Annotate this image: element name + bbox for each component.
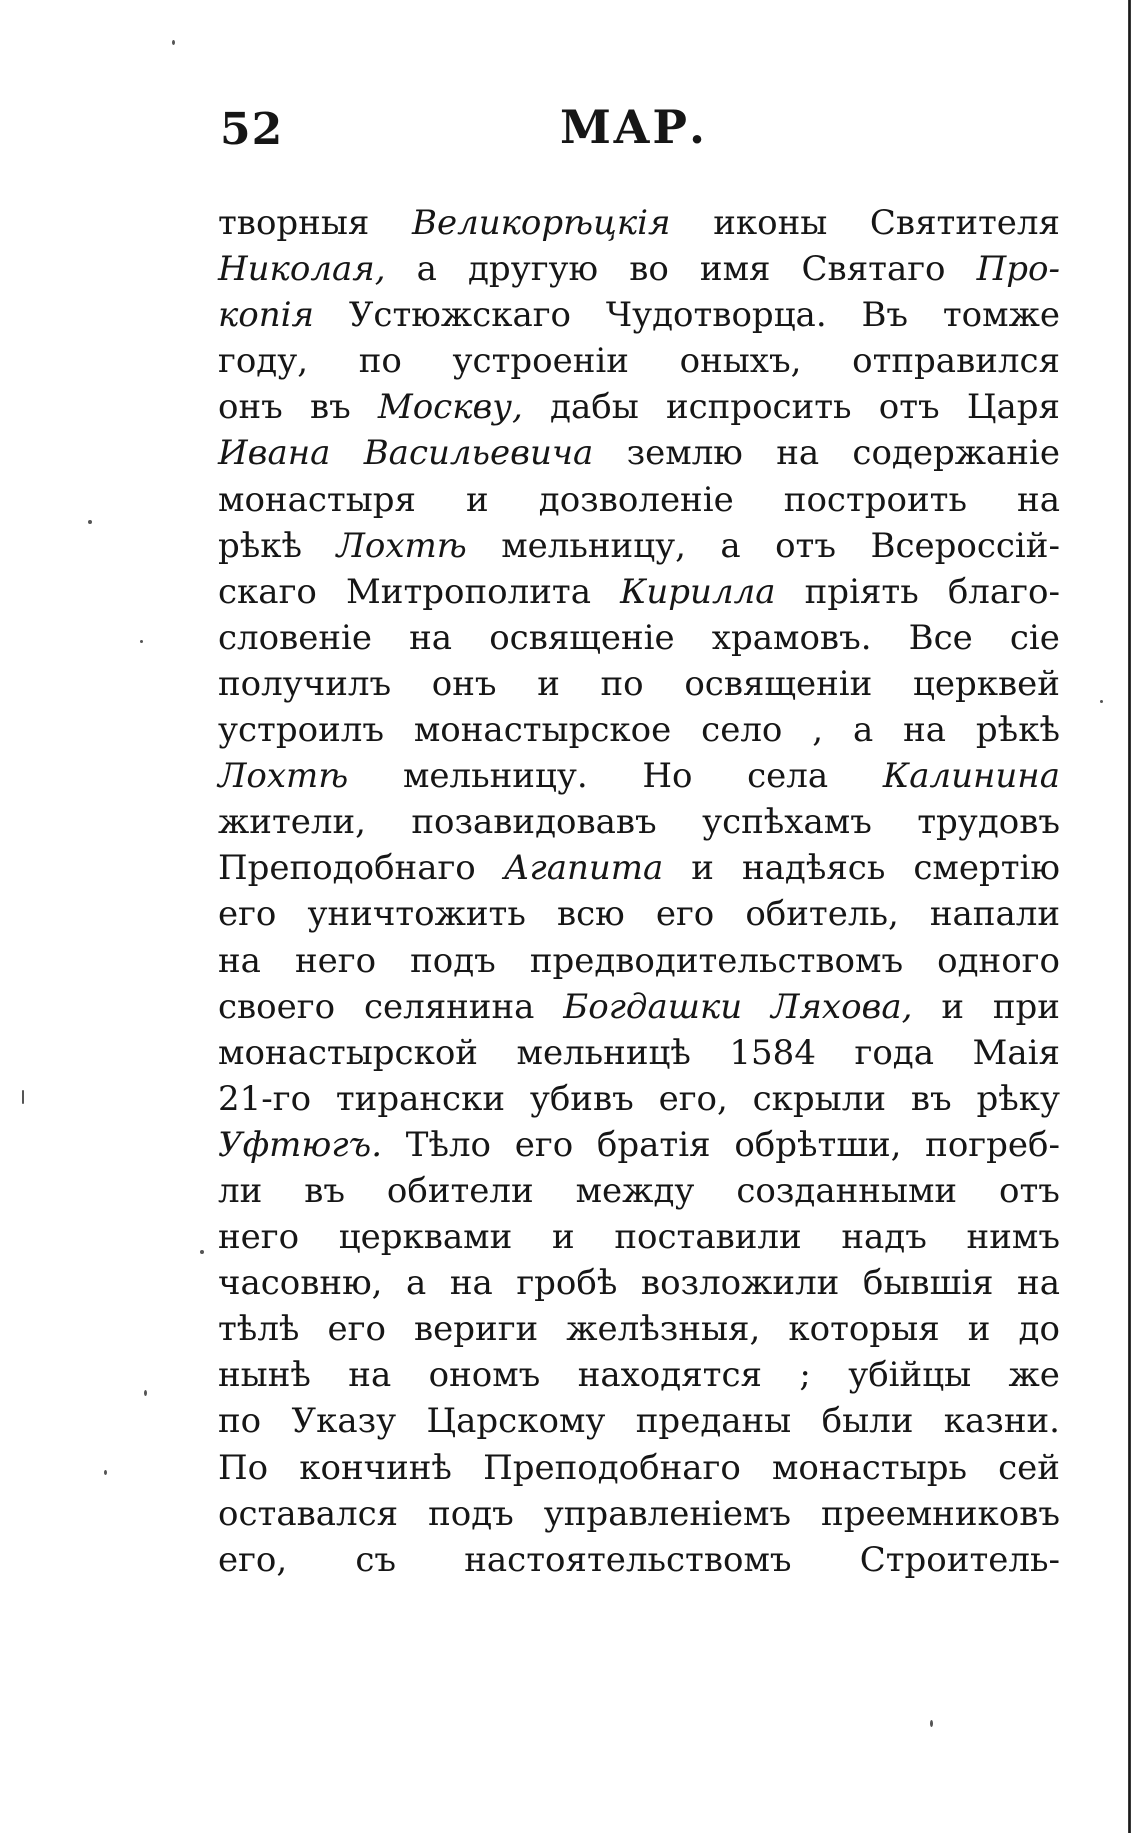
word: оныхъ, bbox=[679, 341, 802, 382]
scan-speck bbox=[172, 40, 175, 45]
word: Всероссій- bbox=[870, 525, 1060, 566]
word: села bbox=[747, 756, 829, 797]
text-line bbox=[218, 430, 1060, 476]
scan-speck bbox=[22, 1090, 24, 1104]
text-line bbox=[218, 891, 1060, 937]
word: словеніе bbox=[218, 617, 373, 658]
text-line bbox=[218, 1260, 1060, 1306]
word: бывшія bbox=[862, 1263, 994, 1304]
word: уничтожить bbox=[307, 894, 526, 935]
body-text bbox=[218, 200, 1060, 1583]
word: въ bbox=[910, 1078, 952, 1119]
text-line bbox=[218, 1398, 1060, 1444]
word: своего bbox=[218, 986, 336, 1027]
text-line bbox=[218, 292, 1060, 338]
word: его, bbox=[218, 1539, 288, 1580]
word: Преподобнаго bbox=[483, 1447, 741, 1488]
text-line bbox=[218, 1076, 1060, 1122]
word: были bbox=[821, 1401, 914, 1442]
word: Чудотворца. bbox=[605, 295, 827, 336]
word: подъ bbox=[410, 940, 496, 981]
word: дозволеніе bbox=[538, 479, 734, 520]
text-line bbox=[218, 707, 1060, 753]
word: скаго bbox=[218, 571, 317, 612]
text-line bbox=[218, 1306, 1060, 1352]
word: отправился bbox=[852, 341, 1060, 382]
word: село bbox=[701, 710, 783, 751]
word: между bbox=[575, 1170, 695, 1211]
word: ли bbox=[218, 1170, 263, 1211]
word: нынѣ bbox=[218, 1355, 311, 1396]
word: Святаго bbox=[801, 249, 946, 290]
word: по bbox=[358, 341, 402, 382]
word: Лохтѣ bbox=[218, 756, 349, 797]
word: По bbox=[218, 1447, 269, 1488]
word: землю bbox=[626, 433, 743, 474]
word: поставили bbox=[614, 1217, 802, 1258]
text-line bbox=[218, 845, 1060, 891]
word: на bbox=[1017, 1263, 1060, 1304]
word: и bbox=[537, 663, 560, 704]
word: трудовъ bbox=[917, 802, 1060, 843]
word: созданными bbox=[736, 1170, 958, 1211]
word: его bbox=[218, 894, 277, 935]
word: Ляхова, bbox=[771, 986, 913, 1027]
word: рѣкѣ bbox=[218, 525, 303, 566]
text-line bbox=[218, 477, 1060, 523]
word: всю bbox=[556, 894, 625, 935]
word: Агапита bbox=[503, 848, 664, 889]
scan-speck bbox=[930, 1720, 933, 1727]
word: мельницѣ bbox=[516, 1032, 691, 1073]
word: Строитель- bbox=[859, 1539, 1060, 1580]
word: ономъ bbox=[428, 1355, 541, 1396]
word: имя bbox=[699, 249, 771, 290]
text-line bbox=[218, 1030, 1060, 1076]
word: тирански bbox=[335, 1078, 505, 1119]
word: на bbox=[776, 433, 820, 474]
word: году, bbox=[218, 341, 309, 382]
word: и bbox=[691, 848, 714, 889]
word: смертію bbox=[913, 848, 1060, 889]
word: Николая, bbox=[218, 249, 386, 290]
word: него bbox=[218, 1217, 300, 1258]
word: монастырской bbox=[218, 1032, 478, 1073]
word: надѣясь bbox=[741, 848, 886, 889]
word: въ bbox=[309, 387, 351, 428]
word: творныя bbox=[218, 203, 370, 243]
text-line bbox=[218, 1537, 1060, 1583]
word: Васильевича bbox=[363, 433, 594, 474]
word: и bbox=[466, 479, 489, 520]
word: возложили bbox=[640, 1263, 840, 1304]
word: Москву, bbox=[377, 387, 523, 428]
word: устроеніи bbox=[452, 341, 629, 382]
word: на bbox=[903, 710, 947, 751]
word: позавидовавъ bbox=[411, 802, 657, 843]
word: Указу bbox=[291, 1401, 397, 1442]
word: Кирилла bbox=[620, 571, 776, 612]
text-line bbox=[218, 1214, 1060, 1260]
word: надъ bbox=[841, 1217, 927, 1258]
text-line bbox=[218, 200, 1060, 246]
word: на bbox=[1017, 479, 1060, 520]
word: убійцы bbox=[848, 1355, 972, 1396]
page-number: 52 bbox=[220, 104, 284, 155]
word: жители, bbox=[218, 802, 366, 843]
word: отъ bbox=[775, 525, 836, 566]
text-line bbox=[218, 569, 1060, 615]
word: Про- bbox=[976, 249, 1060, 290]
text-line bbox=[218, 661, 1060, 707]
text-line bbox=[218, 1122, 1060, 1168]
word: нимъ bbox=[966, 1217, 1060, 1258]
word: его bbox=[655, 894, 715, 935]
word: Царя bbox=[966, 387, 1060, 428]
scan-speck bbox=[144, 1390, 147, 1396]
word: Маія bbox=[972, 1032, 1060, 1073]
text-line bbox=[218, 246, 1060, 292]
word: часовню, bbox=[218, 1263, 383, 1304]
running-head: МАР. bbox=[560, 100, 707, 154]
word: Преподобнаго bbox=[218, 848, 476, 889]
word: на bbox=[409, 617, 453, 658]
word: его bbox=[514, 1124, 574, 1165]
text-line bbox=[218, 338, 1060, 384]
word: церквами bbox=[338, 1217, 513, 1258]
word: сей bbox=[998, 1447, 1060, 1488]
word: на bbox=[218, 940, 261, 981]
scan-speck bbox=[104, 1470, 107, 1475]
word: на bbox=[348, 1355, 392, 1396]
scan-speck bbox=[1100, 700, 1103, 703]
word: 1584 bbox=[729, 1032, 816, 1073]
word: Митрополита bbox=[345, 571, 591, 612]
word: ; bbox=[799, 1355, 811, 1396]
word: тѣлѣ bbox=[218, 1309, 300, 1350]
word: монастырь bbox=[771, 1447, 967, 1488]
word: отъ bbox=[878, 387, 940, 428]
word: Уфтюгъ. bbox=[218, 1124, 383, 1165]
word: его, bbox=[658, 1078, 728, 1119]
word: казни. bbox=[943, 1401, 1060, 1442]
word: устроилъ bbox=[218, 710, 384, 751]
scan-speck bbox=[88, 520, 92, 524]
word: находятся bbox=[577, 1355, 762, 1396]
word: преемниковъ bbox=[821, 1493, 1060, 1534]
word: , bbox=[812, 710, 824, 751]
word: до bbox=[1018, 1309, 1060, 1350]
word: онъ bbox=[431, 663, 497, 704]
text-line bbox=[218, 799, 1060, 845]
word: предводительствомъ bbox=[529, 940, 904, 981]
word: одного bbox=[937, 940, 1060, 981]
word: освященіе bbox=[489, 617, 675, 658]
scan-speck bbox=[140, 640, 143, 643]
word: испросить bbox=[665, 387, 852, 428]
word: обители bbox=[386, 1170, 534, 1211]
word: во bbox=[629, 249, 669, 290]
page-edge-shadow bbox=[1128, 0, 1131, 1833]
word: Устюжскаго bbox=[348, 295, 572, 336]
text-line bbox=[218, 384, 1060, 430]
word: содержаніе bbox=[852, 433, 1060, 474]
word: убивъ bbox=[529, 1078, 634, 1119]
word: же bbox=[1008, 1355, 1060, 1396]
word: успѣхамъ bbox=[702, 802, 872, 843]
word: и bbox=[551, 1217, 575, 1258]
text-line bbox=[218, 1352, 1060, 1398]
word: него bbox=[294, 940, 377, 981]
word: монастырское bbox=[413, 710, 672, 751]
word: въ bbox=[304, 1170, 345, 1211]
word: Но bbox=[642, 756, 693, 797]
text-line bbox=[218, 1168, 1060, 1214]
word: селянина bbox=[363, 986, 535, 1027]
word: вериги bbox=[414, 1309, 539, 1350]
word: обитель, bbox=[745, 894, 899, 935]
word: а bbox=[406, 1263, 427, 1304]
text-line bbox=[218, 1491, 1060, 1537]
text-line bbox=[218, 523, 1060, 569]
word: желѣзныя, bbox=[566, 1309, 761, 1350]
word: настоятельствомъ bbox=[464, 1539, 792, 1580]
word: года bbox=[854, 1032, 934, 1073]
word: а bbox=[852, 710, 874, 751]
word: Богдашки bbox=[563, 986, 743, 1027]
word: а bbox=[720, 525, 741, 566]
word: мельницу, bbox=[501, 525, 686, 566]
word: рѣку bbox=[976, 1078, 1060, 1119]
word: Ивана bbox=[218, 433, 331, 474]
word: преданы bbox=[635, 1401, 792, 1442]
word: освященіи bbox=[684, 663, 873, 704]
word: по bbox=[600, 663, 644, 704]
word: и bbox=[941, 986, 964, 1027]
word: а bbox=[416, 249, 437, 290]
text-line bbox=[218, 938, 1060, 984]
word: которыя bbox=[788, 1309, 940, 1350]
word: на bbox=[449, 1263, 493, 1304]
word: мельницу. bbox=[402, 756, 588, 797]
word: рѣкѣ bbox=[975, 710, 1060, 751]
word: Калинина bbox=[882, 756, 1060, 797]
text-line bbox=[218, 753, 1060, 799]
word: отъ bbox=[999, 1170, 1060, 1211]
word: копія bbox=[218, 295, 315, 336]
word: Царскому bbox=[426, 1401, 606, 1442]
text-line bbox=[218, 615, 1060, 661]
word: построить bbox=[783, 479, 967, 520]
word: при bbox=[992, 986, 1060, 1027]
text-line bbox=[218, 984, 1060, 1030]
word: монастыря bbox=[218, 479, 416, 520]
word: кончинѣ bbox=[299, 1447, 452, 1488]
word: Въ bbox=[861, 295, 909, 336]
word: Тѣло bbox=[405, 1124, 492, 1165]
word: онъ bbox=[218, 387, 283, 428]
word: по bbox=[218, 1401, 262, 1442]
word: томже bbox=[942, 295, 1060, 336]
word: и bbox=[967, 1309, 991, 1350]
word: сіе bbox=[1009, 617, 1060, 658]
word: Великорѣцкія bbox=[411, 203, 671, 243]
word: обрѣтши, bbox=[734, 1124, 902, 1165]
word: Лохтѣ bbox=[336, 525, 467, 566]
word: его bbox=[327, 1309, 386, 1350]
word: Святителя bbox=[869, 203, 1060, 243]
scan-speck bbox=[200, 1250, 204, 1254]
word: Все bbox=[908, 617, 973, 658]
word: иконы bbox=[713, 203, 828, 243]
word: управленіемъ bbox=[543, 1493, 792, 1534]
text-line bbox=[218, 1445, 1060, 1491]
word: 21-го bbox=[218, 1078, 312, 1119]
word: братія bbox=[596, 1124, 711, 1165]
word: съ bbox=[355, 1539, 397, 1580]
word: гробѣ bbox=[516, 1263, 618, 1304]
word: напали bbox=[929, 894, 1060, 935]
word: благо- bbox=[947, 571, 1060, 612]
word: подъ bbox=[428, 1493, 514, 1534]
word: оставался bbox=[218, 1493, 399, 1534]
word: дабы bbox=[550, 387, 639, 428]
word: храмовъ. bbox=[711, 617, 872, 658]
word: церквей bbox=[913, 663, 1060, 704]
word: другую bbox=[468, 249, 599, 290]
word: пріять bbox=[804, 571, 919, 612]
word: погреб- bbox=[925, 1124, 1060, 1165]
word: получилъ bbox=[218, 663, 392, 704]
word: скрыли bbox=[752, 1078, 887, 1119]
